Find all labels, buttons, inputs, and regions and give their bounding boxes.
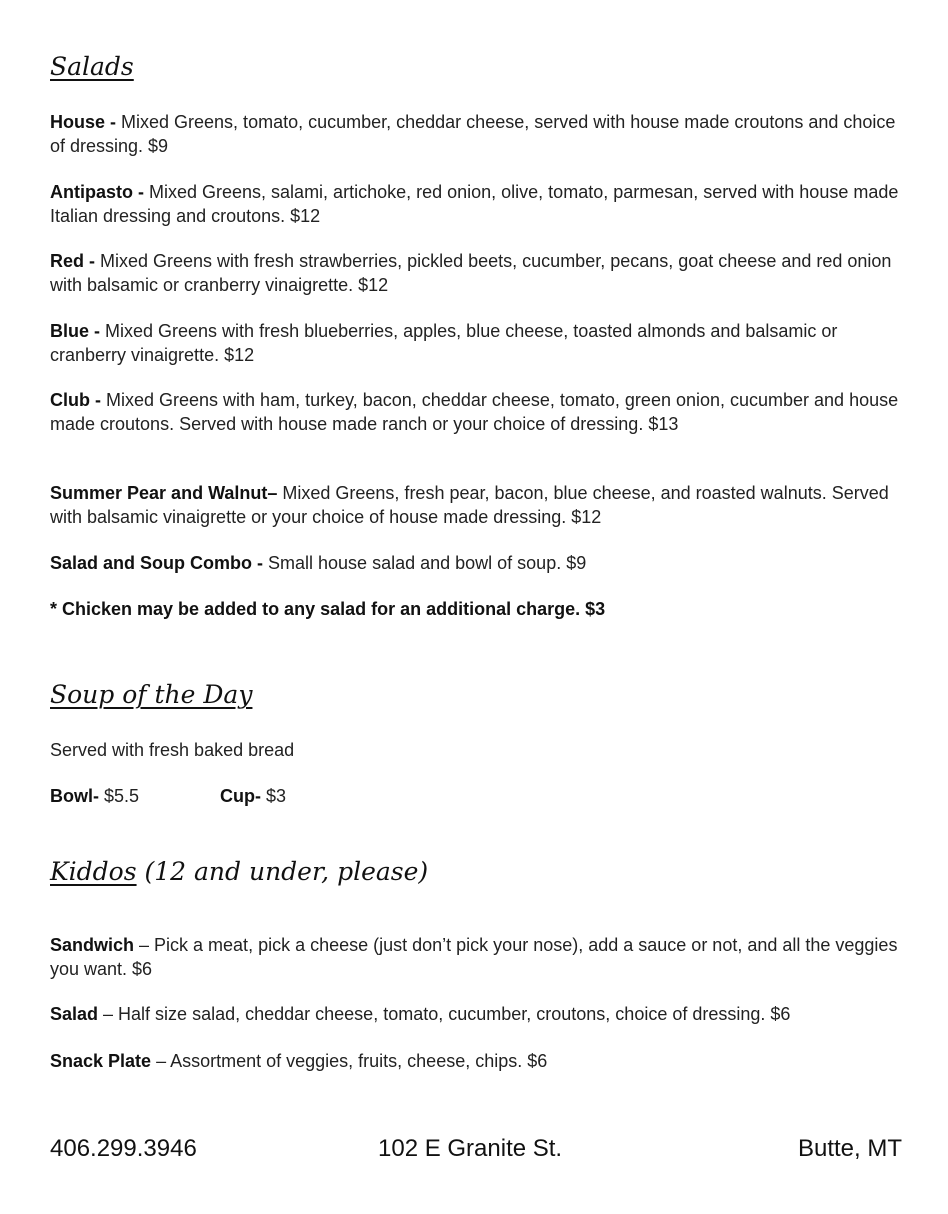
salad-item-desc: Mixed Greens, fresh pear, bacon, blue cheese, and roasted walnuts. Served with balsamic vinaigrette or your choice of house made dressing. $12 <box>50 483 889 527</box>
salad-item-desc: Mixed Greens with ham, turkey, bacon, cheddar cheese, tomato, green onion, cucumber and house made croutons. Served with house made ranch or your choice of dressing. $13 <box>50 390 899 434</box>
kiddos-heading-suffix: (12 and under, please) <box>136 857 429 886</box>
salad-item-desc: Small house salad and bowl of soup. $9 <box>263 553 587 573</box>
salad-item-desc: Mixed Greens with fresh blueberries, apples, blue cheese, toasted almonds and balsamic or cranberry vinaigrette. $12 <box>50 321 838 365</box>
salads-heading-text: Salads <box>50 52 134 81</box>
kiddos-item-desc: – Pick a meat, pick a cheese (just don’t pick your nose), add a sauce or not, and all the veggies you want. $6 <box>50 935 898 979</box>
footer-address: 102 E Granite St. <box>378 1135 563 1162</box>
salad-item-name: Antipasto - <box>50 182 144 202</box>
kiddos-heading-text: Kiddos <box>50 857 137 886</box>
footer-city: Butte, MT <box>797 1135 902 1162</box>
salad-item-red <box>50 250 900 297</box>
bowl-label: Bowl- <box>50 786 99 806</box>
salad-item-house <box>50 111 900 158</box>
salad-item-blue <box>50 320 900 367</box>
salad-item-club <box>50 389 900 436</box>
salad-item-combo <box>50 552 900 576</box>
kiddos-item-sandwich <box>50 934 900 981</box>
kiddos-item-name: Sandwich <box>50 935 135 955</box>
salad-item-name: Red - <box>50 251 95 271</box>
soup-subtitle: Served with fresh baked bread <box>50 740 295 760</box>
kiddos-item-name: Salad <box>50 1004 99 1024</box>
salad-item-summer-pear <box>50 482 900 529</box>
soup-bowl-price <box>50 785 139 809</box>
salad-item-desc: Mixed Greens, tomato, cucumber, cheddar cheese, served with house made croutons and choice of dressing. $9 <box>50 112 896 156</box>
salad-item-antipasto <box>50 181 900 228</box>
salad-item-desc: Mixed Greens, salami, artichoke, red onion, olive, tomato, parmesan, served with house made Italian dressing and croutons. $12 <box>50 182 899 226</box>
salad-item-name: Summer Pear and Walnut– <box>50 483 278 503</box>
salad-item-name: Blue - <box>50 321 101 341</box>
salad-item-name: Salad and Soup Combo - <box>50 553 264 573</box>
cup-price: $3 <box>260 786 287 806</box>
salad-item-desc: Mixed Greens with fresh strawberries, pickled beets, cucumber, pecans, goat cheese and red onion with balsamic or cranberry vinaigrette. $12 <box>50 251 892 295</box>
soup-cup-price <box>220 785 286 809</box>
footer-phone: 406.299.3946 <box>50 1135 197 1162</box>
kiddos-item-name: Snack Plate <box>50 1051 152 1071</box>
salad-item-name: House - <box>50 112 117 132</box>
soup-heading <box>50 680 252 710</box>
soup-heading-text: Soup of the Day <box>50 680 253 709</box>
kiddos-item-snack-plate <box>50 1050 900 1074</box>
bowl-price: $5.5 <box>99 786 140 806</box>
kiddos-heading <box>50 857 428 887</box>
kiddos-item-salad <box>50 1003 900 1027</box>
chicken-note: * Chicken may be added to any salad for an additional charge. $3 <box>50 599 606 619</box>
kiddos-item-desc: – Half size salad, cheddar cheese, tomato, cucumber, croutons, choice of dressing. $6 <box>98 1004 791 1024</box>
salad-item-name: Club - <box>50 390 101 410</box>
salads-heading <box>50 52 134 82</box>
footer <box>50 1134 902 1164</box>
kiddos-item-desc: – Assortment of veggies, fruits, cheese, chips. $6 <box>151 1051 548 1071</box>
cup-label: Cup- <box>220 786 261 806</box>
